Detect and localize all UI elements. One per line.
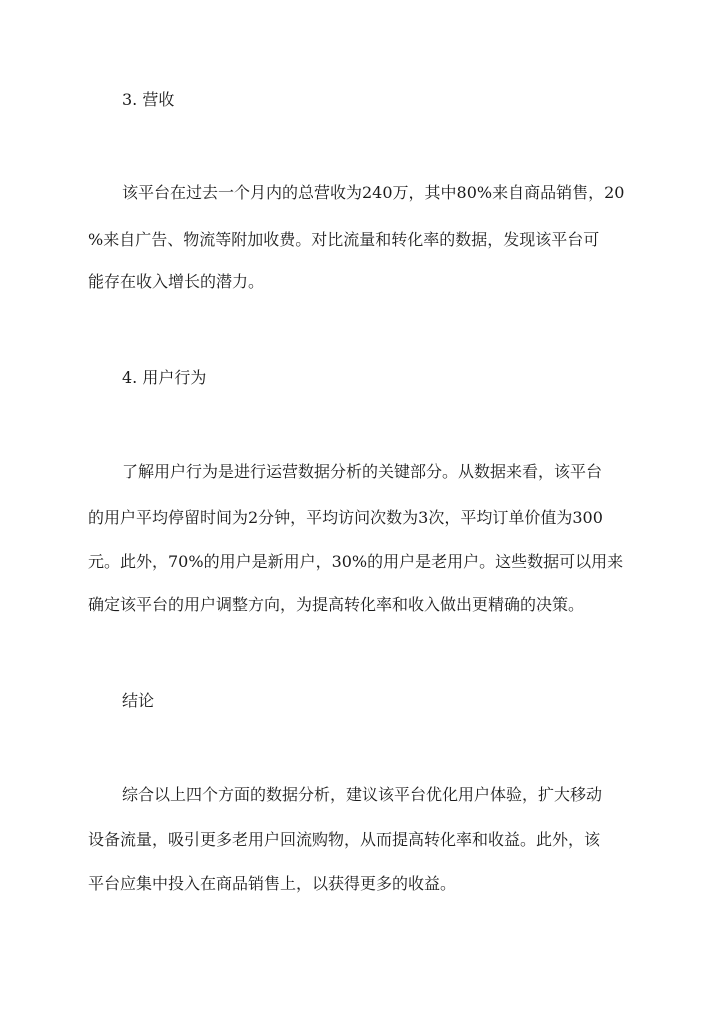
paragraph-line: 设备流量，吸引更多老用户回流购物，从而提高转化率和收益。此外，该 (88, 830, 601, 849)
paragraph-line: 了解用户行为是进行运营数据分析的关键部分。从数据来看，该平台 (122, 462, 603, 481)
section-heading-revenue: 3. 营收 (122, 90, 175, 109)
paragraph-line: 平台应集中投入在商品销售上，以获得更多的收益。 (88, 874, 457, 893)
paragraph-line: 元。此外，70%的用户是新用户，30%的用户是老用户。这些数据可以用来 (88, 552, 624, 571)
section-heading-conclusion: 结论 (122, 691, 155, 710)
paragraph-line: 确定该平台的用户调整方向，为提高转化率和收入做出更精确的决策。 (88, 595, 585, 614)
paragraph-line: 该平台在过去一个月内的总营收为240万，其中80%来自商品销售，20 (122, 183, 625, 202)
paragraph-line: %来自广告、物流等附加收费。对比流量和转化率的数据，发现该平台可 (88, 230, 600, 249)
paragraph-line: 的用户平均停留时间为2分钟，平均访问次数为3次，平均订单价值为300 (88, 508, 603, 527)
section-heading-user-behavior: 4. 用户行为 (122, 368, 207, 387)
paragraph-line: 综合以上四个方面的数据分析，建议该平台优化用户体验，扩大移动 (122, 785, 603, 804)
paragraph-line: 能存在收入增长的潜力。 (88, 272, 265, 291)
